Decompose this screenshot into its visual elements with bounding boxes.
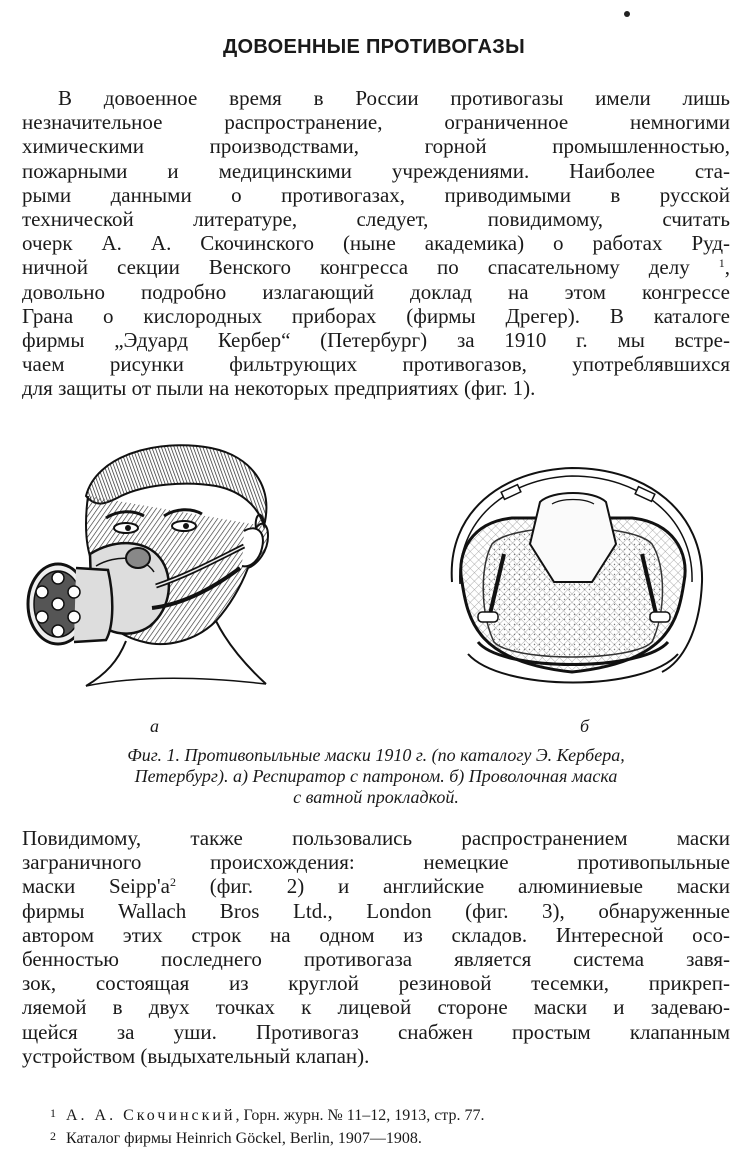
- text-line: бенностью последнего противогаза является система завя-: [22, 946, 730, 971]
- ink-speck: [624, 11, 630, 17]
- figure-label-b: б: [580, 716, 590, 736]
- respirator-illustration: [26, 436, 288, 688]
- wire-mask-illustration: [432, 462, 714, 700]
- page-title: ДОВОЕННЫЕ ПРОТИВОГАЗЫ: [222, 36, 526, 58]
- text-line: зок, состоящая из круглой резиновой тесемки, прикреп-: [22, 971, 730, 996]
- text-line: В довоенное время в России противогазы имели лишь: [58, 86, 730, 110]
- paragraph-2: [22, 826, 730, 1068]
- text-line: фирмы „Эдуард Кербер“ (Петербург) за 1910 г. мы встре-: [22, 327, 730, 352]
- caption-line: с ватной прокладкой.: [293, 787, 459, 807]
- text-line: химическими производствами, горной промышленностью,: [22, 134, 730, 159]
- text-line: технической литературе, следует, повидимому, считать: [22, 206, 730, 231]
- text-line: незначительное распространение, ограниченное немногими: [22, 110, 730, 135]
- footnotes: [50, 1103, 484, 1149]
- caption-line: Фиг. 1. Противопыльные маски 1910 г. (по каталогу Э. Кербера,: [127, 745, 625, 765]
- text-line: фирмы Wallach Bros Ltd., London (фиг. 3), обнаруженные: [22, 898, 730, 923]
- text-line: очерк А. А. Скочинского (ныне академика) о работах Руд-: [22, 231, 730, 256]
- text-line: пожарными и медицинскими учреждениями. Наиболее ста-: [22, 158, 730, 183]
- text-line-with-footnote: маски $Seipp'a^2$ (фиг. 2) и английские алюминиевые маски: [22, 874, 730, 899]
- footnote-mark: 2: [169, 875, 176, 890]
- text-line: Грана о кислородных приборах (фирмы Дрегер). В каталоге: [22, 303, 730, 328]
- text-line: Повидимому, также пользовались распространением маски: [22, 826, 730, 850]
- text-line: щейся за уши. Противогаз снабжен простым клапанным: [22, 1019, 730, 1044]
- text-line: заграничного происхождения: немецкие противопыльные: [22, 850, 730, 875]
- text-line: автором этих строк на одном из складов. Интересной осо-: [22, 922, 730, 947]
- text-line: довольно подробно излагающий доклад на этом конгрессе: [22, 279, 730, 304]
- figure-label-a: а: [150, 716, 159, 736]
- paragraph-1: [22, 86, 730, 400]
- footnote-1: 1 А. А. Скочинский, Горн. журн. № 11–12, 1913, стр. 77.: [50, 1106, 485, 1124]
- text-line: устройством (выдыхательный клапан).: [22, 1043, 370, 1068]
- footnote-mark: 1: [718, 256, 725, 271]
- figure-caption: [22, 745, 730, 808]
- text-line: чаем рисунки фильтрующих противогазов, употреблявшихся: [22, 352, 730, 377]
- text-line: рыми данными о противогазах, приводимыми в русской: [22, 182, 730, 207]
- text-line: ляемой в двух точках к лицевой стороне маски и задеваю-: [22, 995, 730, 1020]
- footnote-2: 2 Каталог фирмы Heinrich Göckel, Berlin, 1907—1908.: [50, 1129, 422, 1147]
- caption-line: Петербург). а) Респиратор с патроном. б) Проволочная маска: [134, 766, 618, 786]
- text-line: для защиты от пыли на некоторых предприятиях (фиг. 1).: [22, 376, 536, 401]
- text-line-with-footnote: ничной секции Венского конгресса по спасательному делу $^1$,: [22, 255, 730, 280]
